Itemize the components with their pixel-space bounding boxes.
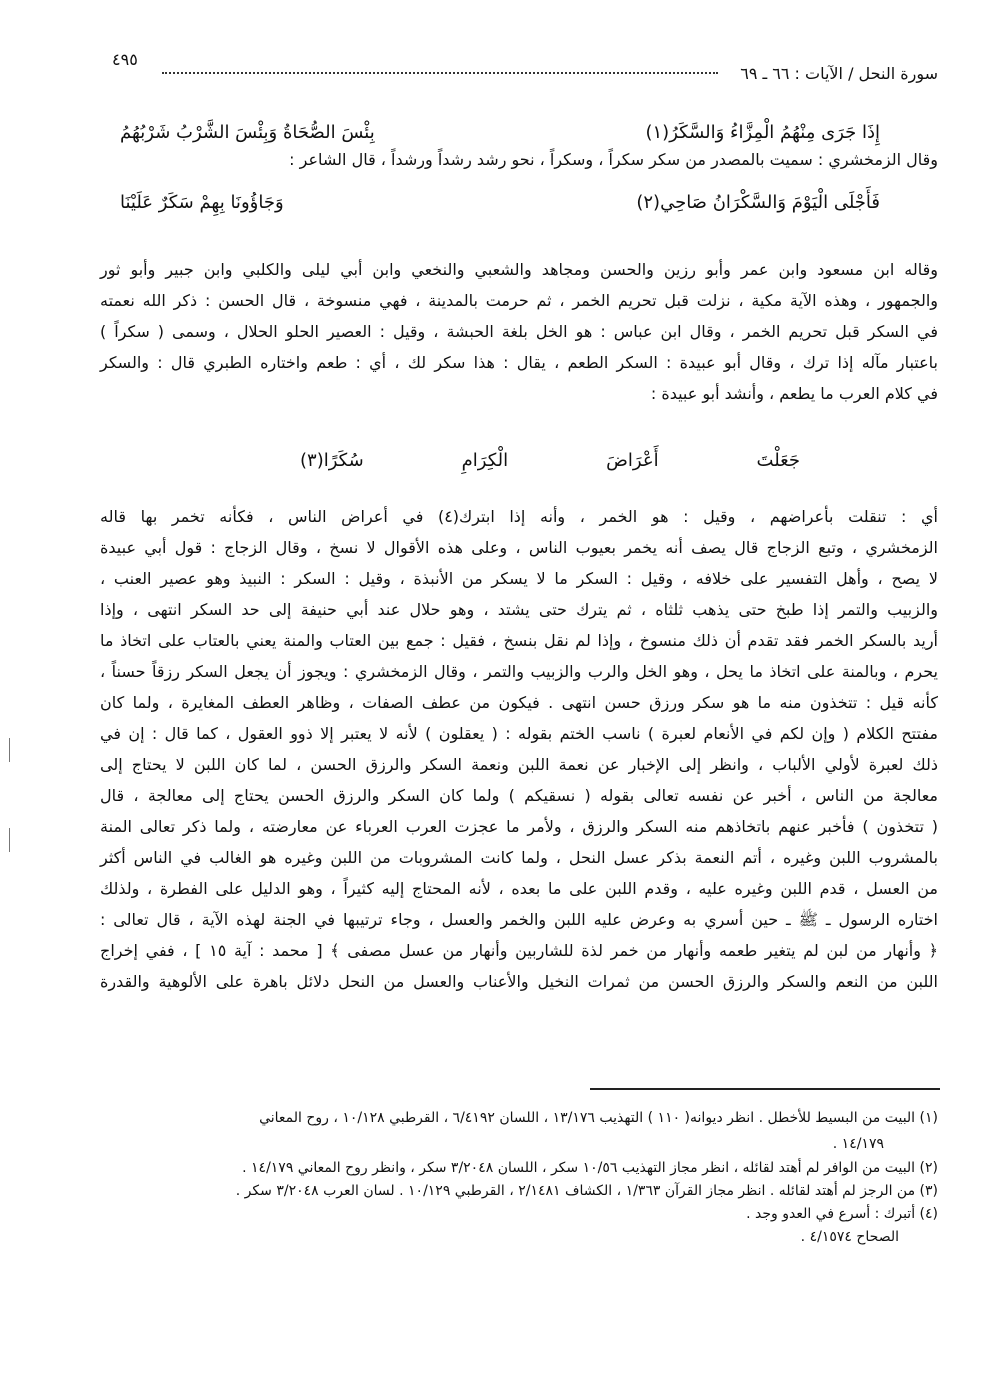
text-line: من العسل ، قدم اللبن وغيره عليه ، وقدم اللبن على ما بعده ، لأنه المحتاج إليه كثيراً ، وهو الدليل على الفطرة ، ولذلك (100, 879, 938, 898)
scan-artifact (9, 738, 10, 762)
verse-2 (120, 192, 880, 213)
footnote-separator (590, 1088, 940, 1090)
verse-3 (300, 450, 800, 471)
footnote-line: (١) البيت من البسيط للأخطل . انظر ديوانه( ١١٠ ) التهذيب ١٣/١٧٦ ، اللسان ٦/٤١٩٢ ، القرطبي ١٠/١٢٨ ، روح المعاني (259, 1110, 938, 1126)
footnote-line: الصحاح ٤/١٥٧٤ . (800, 1229, 899, 1245)
footnote-line: (٢) البيت من الوافر لم أهتد لقائله ، انظر مجاز التهذيب ١٠/٥٦ سكر ، اللسان ٣/٢٠٤٨ سكر ، وانظر روح المعاني ١٤/١٧٩ . (242, 1160, 938, 1176)
verse-word: أَعْرَاضَ (606, 450, 659, 471)
verse-hemistich: فَأَجْلَى الْيَوْمَ وَالسَّكْرَانُ صَاحِي(٢) (636, 192, 880, 213)
intro-line: وقال الزمخشري : سميت بالمصدر من سكر سكراً ، وسكراً ، نحو رشد رشداً ورشداً ، قال الشاعر : (289, 150, 938, 169)
text-line: اللبن من النعم والسكر والرزق الحسن من ثمرات النخيل والأعناب والعسل من النحل دلائل باهرة على الألوهية والقدرة (100, 972, 938, 991)
text-line: وقاله ابن مسعود وابن عمر وأبو رزين والحسن ومجاهد والشعبي والنخعي وابن أبي ليلى والكلبي وابن جبير وأبو ثور (100, 260, 938, 279)
text-line: في كلام العرب ما يطعم ، وأنشد أبو عبيدة : (650, 384, 938, 403)
verse-hemistich: بِئْسَ الصُّحَاةُ وَبِئْسَ الشَّرْبُ شَرْبُهُمُ (120, 122, 375, 143)
page-number: ٤٩٥ (112, 50, 138, 69)
text-line: أي : تنقلت بأعراضهم ، وقيل : هو الخمر ، وأنه إذا ابترك(٤) في أعراض الناس ، فكأنه تخمر بها قاله (100, 507, 939, 526)
footnote-line: ١٤/١٧٩ . (832, 1136, 884, 1152)
text-line: ( تتخذون ) فأخبر عنهم باتخاذهم منه السكر والرزق ، ولأمر ما عجزت العرب العرباء عن معارضته ، ولما ذكر تعالى المنة (100, 817, 938, 836)
text-line: اختاره الرسول ـ ﷺ ـ حين أسري به وعرض عليه اللبن والخمر والعسل ، وجاء ترتيبها في الجنة لهذه الآية ، قال تعالى : (100, 910, 938, 929)
text-line: في السكر قبل تحريم الخمر ، وقال ابن عباس : هو الخل بلغة الحبشة ، وقيل : العصير الحلو الحلال ، وسمى ( سكراً ) (100, 322, 938, 341)
text-line: الزمخشري ، وتبع الزجاج قال يصف أنه يخمر بعيوب الناس ، وعلى هذه الأقوال لا نسخ ، وقال الزجاج : قول أبي عبيدة (100, 538, 938, 557)
text-line: والزبيب والتمر إذا طبخ حتى يذهب ثلثاه ، ثم يترك حتى يشتد ، وهو حلال عند أبي حنيفة إلى حد السكر انتهى ، وإذا (100, 600, 938, 619)
running-title: سورة النحل / الآيات : ٦٦ ـ ٦٩ (740, 64, 938, 83)
text-line: بالمشروب اللبن وغيره ، أتم النعمة بذكر عسل النحل ، ولما كانت المشروبات من اللبن وغيره هو الغالب في الناس أكثر (100, 848, 938, 867)
verse-word: جَعَلْتَ (756, 450, 800, 471)
verse-hemistich: إِذَا جَرَى مِنْهُمُ الْمِزَّاءُ وَالسَّكَرُ(١) (645, 122, 880, 143)
text-line: يحرم ، وبالمنة على اتخاذ ما يحل ، وهو الخل والرب والزبيب والتمر ، وقال الزمخشري : ويجوز أن يجعل السكر رزقاً حسناً ، (100, 662, 938, 681)
verse-word: الْكِرَامِ (461, 450, 509, 471)
text-line: كأنه قيل : تتخذون منه ما هو سكر ورزق حسن انتهى . فيكون من عطف الصفات ، وظاهر العطف المغايرة ، ولما كان (100, 693, 938, 712)
text-line: باعتبار مآله إذا ترك ، وقال أبو عبيدة : السكر الطعم ، يقال : هذا سكر لك ، أي : طعم واختاره الطبري قال : والسكر (100, 353, 938, 372)
header-dotted-leader (162, 72, 718, 74)
verse-1 (120, 122, 880, 143)
text-line: مفتتح الكلام ( وإن لكم في الأنعام لعبرة ) ناسب الختم بقوله : ( يعقلون ) لأنه لا يعتبر إلا ذوو العقول ، كما قال : إن في (100, 724, 938, 743)
text-line: ﴿ وأنهار من لبن لم يتغير طعمه وأنهار من خمر لذة للشاربين وأنهار من عسل مصفى ﴾ [ محمد : آية ١٥ ] ، ففي إخراج (100, 941, 939, 960)
text-line: لا يصح ، وأهل التفسير على خلافه ، وقيل : السكر ما لا يسكر من الأنبذة ، وقيل : السكر : النبيذ وهو عصير العنب ، (100, 569, 938, 588)
footnote-line: (٣) من الرجز لم أهتد لقائله . انظر مجاز القرآن ١/٣٦٣ ، الكشاف ٢/١٤٨١ ، القرطبي ١٠/١٢٩ . لسان العرب ٣/٢٠٤٨ سكر . (235, 1183, 938, 1199)
text-line: ذلك لعبرة لأولي الألباب ، وانظر إلى الإخبار عن نعمة اللبن ونعمة السكر والرزق الحسن ، لما كان اللبن لا يحتاج إلى (100, 755, 938, 774)
text-line: والجمهور ، وهذه الآية مكية ، نزلت قبل تحريم الخمر ، ثم حرمت بالمدينة ، فهي منسوخة ، قال الحسن : ذكر الله نعمته (100, 291, 938, 310)
running-header (112, 50, 938, 90)
footnote-line: (٤) أتبرك : أسرع في العدو وجد . (746, 1206, 938, 1222)
text-line: أريد بالسكر الخمر فقد تقدم أن ذلك منسوخ ، وإذا لم نقل بنسخ ، فقيل : جمع بين العتاب والمنة يعني بالعتاب على اتخاذ ما (100, 631, 938, 650)
scan-artifact (9, 828, 10, 852)
verse-hemistich: وَجَاؤُونَا بِهِمْ سَكَرٌ عَلَيْنَا (120, 192, 284, 213)
verse-word: سُكَرًا(٣) (300, 450, 364, 471)
text-line: معالجة من الناس ، أخبر عن نفسه تعالى بقوله ( نسقيكم ) ولما كان السكر والرزق الحسن يحتاج إلى معالجة ، قال (100, 786, 938, 805)
